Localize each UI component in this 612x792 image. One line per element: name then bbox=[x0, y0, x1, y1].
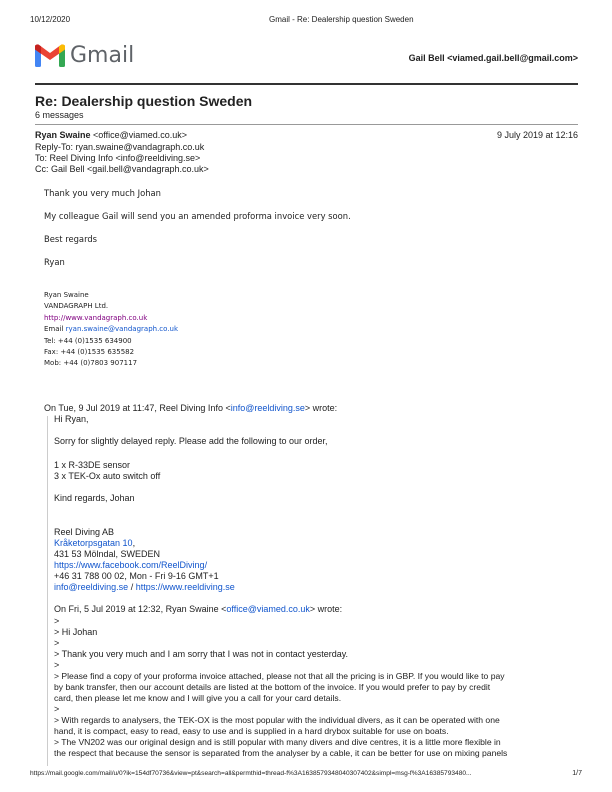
gmail-m-icon bbox=[35, 44, 65, 67]
quoted-line: the respect that because the sensor is separated from the analyser by a cable, it can be better for use on mixing panels bbox=[54, 748, 508, 758]
reply-to: Reply-To: ryan.swaine@vandagraph.co.uk bbox=[35, 142, 205, 152]
page-number: 1/7 bbox=[572, 770, 582, 777]
quoted-line: card, then please let me know and I will give you a call for your card details. bbox=[54, 693, 342, 703]
quoted-line: > Hi Johan bbox=[54, 627, 98, 637]
body-line: Thank you very much Johan bbox=[44, 188, 161, 198]
order-item: 1 x R-33DE sensor bbox=[54, 460, 131, 470]
quoted-line: > The VN202 was our original design and is still popular with many divers and dive centres, it is a little more flexible in bbox=[54, 737, 501, 747]
signature bbox=[44, 290, 178, 370]
signature-email-label: Email bbox=[44, 325, 66, 334]
quoted-line: > bbox=[54, 704, 60, 714]
signature-email-link[interactable]: ryan.swaine@vandagraph.co.uk bbox=[65, 325, 179, 334]
signature-website-link[interactable]: http://www.vandagraph.co.uk bbox=[44, 313, 148, 322]
company-phone: +46 31 788 00 02, Mon - Fri 9-16 GMT+1 bbox=[54, 571, 219, 581]
quote-bar bbox=[47, 416, 48, 766]
attribution-text: On Tue, 9 Jul 2019 at 11:47, Reel Diving Info < bbox=[44, 403, 231, 413]
street-link[interactable]: Kråketorpsgatan 10 bbox=[54, 538, 133, 548]
body-line: My colleague Gail will send you an amended proforma invoice very soon. bbox=[44, 211, 351, 221]
street-suffix: , bbox=[132, 538, 136, 548]
thread-subject: Re: Dealership question Sweden bbox=[35, 93, 253, 109]
order-item: 3 x TEK-Ox auto switch off bbox=[54, 471, 161, 481]
sender-email: <office@viamed.co.uk> bbox=[93, 130, 188, 140]
company-name: Reel Diving AB bbox=[54, 527, 115, 537]
signature-tel: Tel: +44 (0)1535 634900 bbox=[44, 336, 132, 345]
quoted-line: > bbox=[54, 616, 60, 626]
attribution-suffix: > wrote: bbox=[309, 604, 343, 614]
attribution-email-link[interactable]: office@viamed.co.uk bbox=[226, 604, 310, 614]
quoted-line: > bbox=[54, 638, 60, 648]
sender bbox=[35, 130, 187, 141]
quote-closing: Kind regards, Johan bbox=[54, 493, 135, 503]
print-date: 10/12/2020 bbox=[30, 15, 71, 24]
quote-greeting: Hi Ryan, bbox=[54, 414, 89, 424]
attribution-text: On Fri, 5 Jul 2019 at 12:32, Ryan Swaine < bbox=[54, 604, 227, 614]
signature-mob: Mob: +44 (0)7803 907117 bbox=[44, 359, 138, 368]
company-street bbox=[54, 538, 135, 549]
account-user: Gail Bell <viamed.gail.bell@gmail.com> bbox=[408, 53, 578, 63]
quoted-line: > Please find a copy of your proforma invoice attached, please not that all the pricing is in GBP. If you would like to pay bbox=[54, 671, 505, 681]
signature-email bbox=[44, 324, 178, 335]
quoted-line: hand, it is compact, easy to read, easy to use and is supplied in a hard drybox suitable for use on boats. bbox=[54, 726, 449, 736]
contact-separator: / bbox=[128, 582, 136, 592]
quoted-line: > bbox=[54, 660, 60, 670]
company-city: 431 53 Mölndal, SWEDEN bbox=[54, 549, 161, 559]
header-divider bbox=[35, 83, 578, 85]
sender-name: Ryan Swaine bbox=[35, 130, 91, 140]
gmail-logo[interactable] bbox=[35, 43, 135, 72]
quote-intro: Sorry for slightly delayed reply. Please add the following to our order, bbox=[54, 436, 328, 446]
quote-attribution bbox=[44, 403, 337, 414]
company-site-link[interactable]: https://www.reeldiving.se bbox=[135, 582, 235, 592]
facebook-link[interactable]: https://www.facebook.com/ReelDiving/ bbox=[54, 560, 208, 570]
gmail-wordmark: Gmail bbox=[70, 43, 135, 68]
quote-attribution-2 bbox=[54, 604, 342, 615]
message-date: 9 July 2019 at 12:16 bbox=[496, 130, 578, 140]
cc-field: Cc: Gail Bell <gail.bell@vandagraph.co.uk> bbox=[35, 164, 209, 174]
quoted-line: > Thank you very much and I am sorry that I was not in contact yesterday. bbox=[54, 649, 349, 659]
attribution-suffix: > wrote: bbox=[304, 403, 338, 413]
to-field: To: Reel Diving Info <info@reeldiving.se> bbox=[35, 153, 201, 163]
print-title: Gmail - Re: Dealership question Sweden bbox=[269, 15, 414, 24]
signature-company: VANDAGRAPH Ltd. bbox=[44, 302, 109, 311]
company-email-link[interactable]: info@reeldiving.se bbox=[54, 582, 129, 592]
company-contact bbox=[54, 582, 235, 593]
quoted-line: by bank transfer, then our account details are listed at the bottom of the invoice. If you would prefer to pay by credit bbox=[54, 682, 491, 692]
signature-fax: Fax: +44 (0)1535 635582 bbox=[44, 348, 135, 357]
attribution-email-link[interactable]: info@reeldiving.se bbox=[230, 403, 305, 413]
body-line: Ryan bbox=[44, 257, 65, 267]
quoted-line: > With regards to analysers, the TEK-OX is the most popular with the individual divers, as it can be operated with one bbox=[54, 715, 500, 725]
body-line: Best regards bbox=[44, 234, 98, 244]
signature-name: Ryan Swaine bbox=[44, 291, 89, 299]
message-count: 6 messages bbox=[35, 110, 84, 120]
subject-divider bbox=[35, 124, 578, 125]
print-url: https://mail.google.com/mail/u/0?ik=154df70736&view=pt&search=all&permthid=thread-f%3A1638579348040307402&simpl=msg-f%3A16385793480... bbox=[30, 770, 472, 777]
